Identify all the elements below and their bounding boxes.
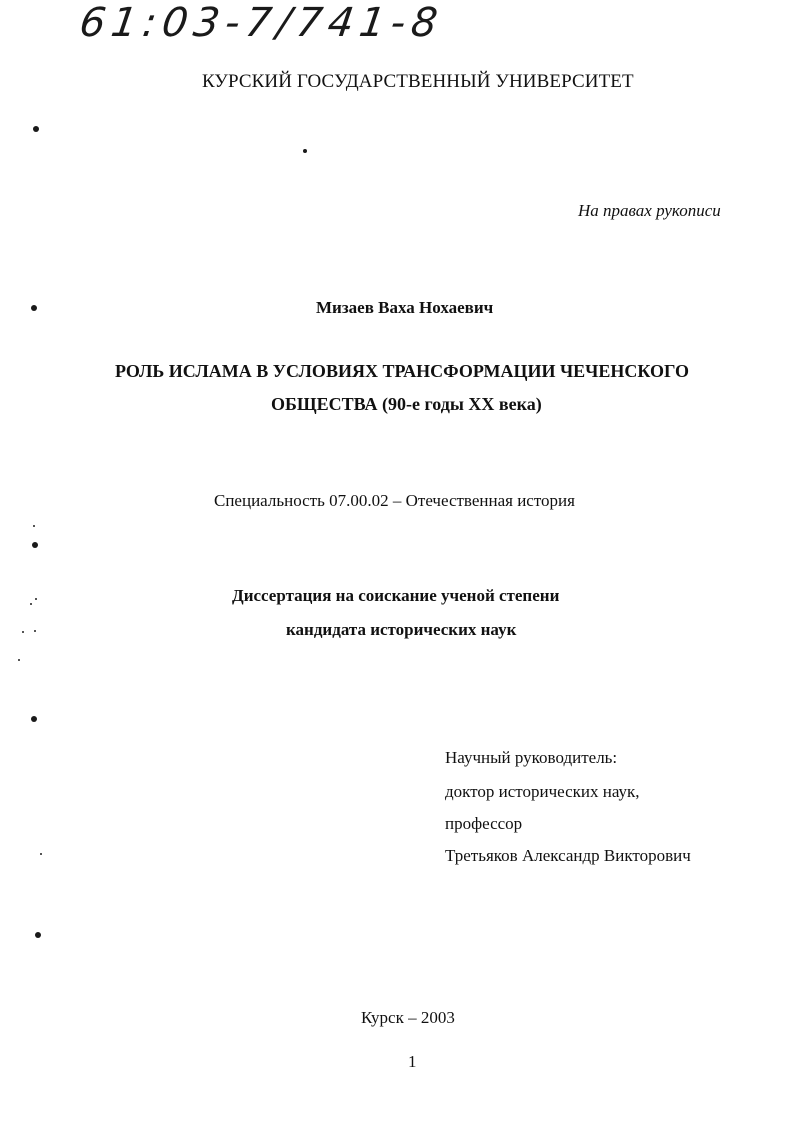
degree-line-1: Диссертация на соискание ученой степени	[232, 586, 560, 605]
binder-hole-mark	[35, 932, 41, 938]
page-number: 1	[408, 1052, 417, 1071]
dissertation-title-line-2: ОБЩЕСТВА (90-е годы XX века)	[271, 394, 542, 414]
binder-hole-mark	[32, 542, 38, 548]
specialty: Специальность 07.00.02 – Отечественная история	[214, 491, 575, 510]
supervisor-rank: профессор	[445, 814, 523, 833]
degree-line-2: кандидата исторических наук	[286, 620, 517, 639]
binder-hole-mark	[33, 126, 39, 132]
supervisor-name: Третьяков Александр Викторович	[445, 846, 691, 865]
scan-speck	[35, 598, 37, 600]
scan-speck	[18, 659, 20, 661]
supervisor-label: Научный руководитель:	[445, 748, 618, 767]
city-year: Курск – 2003	[361, 1008, 455, 1027]
university-name: КУРСКИЙ ГОСУДАРСТВЕННЫЙ УНИВЕРСИТЕТ	[202, 71, 634, 92]
handwritten-catalog-code: 61:03-7/741-8	[76, 0, 447, 46]
manuscript-status: На правах рукописи	[578, 201, 721, 220]
scan-speck	[33, 525, 35, 527]
scan-speck	[34, 630, 36, 632]
scan-speck	[22, 631, 24, 633]
supervisor-academic-title: доктор исторических наук,	[445, 782, 640, 801]
binder-hole-mark	[31, 305, 37, 311]
scan-speck	[303, 149, 307, 153]
scan-speck	[40, 853, 42, 855]
scan-speck	[30, 603, 32, 605]
binder-hole-mark	[31, 716, 37, 722]
dissertation-title-line-1: РОЛЬ ИСЛАМА В УСЛОВИЯХ ТРАНСФОРМАЦИИ ЧЕЧЕНСКОГО	[115, 361, 690, 381]
author-name: Мизаев Ваха Нохаевич	[316, 298, 494, 317]
